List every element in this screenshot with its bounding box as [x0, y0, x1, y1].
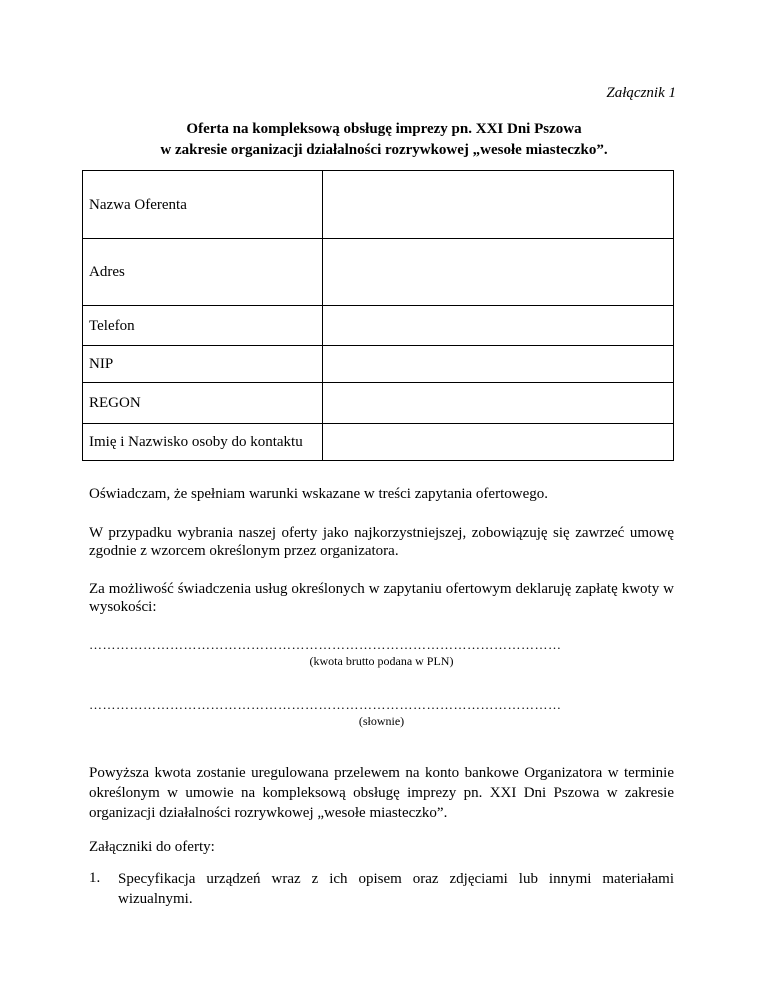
row-label-contact: Imię i Nazwisko osoby do kontaktu	[83, 424, 323, 461]
nip-field[interactable]	[323, 346, 674, 383]
table-row	[83, 383, 674, 424]
title-line-1: Oferta na kompleksową obsługę imprezy pn. XXI Dni Pszowa	[186, 121, 582, 137]
offeror-name-field[interactable]	[323, 171, 674, 239]
amount-words-input-line[interactable]: ……………………………………………………………………………………………	[89, 697, 562, 712]
declaration-paragraph: Oświadczam, że spełniam warunki wskazane w treści zapytania ofertowego.	[89, 486, 548, 502]
amount-input-line[interactable]: ……………………………………………………………………………………………	[89, 637, 562, 652]
attachments-heading: Załączniki do oferty:	[89, 839, 215, 855]
row-label-address: Adres	[83, 239, 323, 306]
payment-paragraph: Powyższa kwota zostanie uregulowana przelewem na konto bankowe Organizatora w terminie określonym w umowie na kompleksową obsługę imprezy pn. XXI Dni Pszowa w zakresie organizacji działalności rozrywkowej „wesołe miasteczko”.	[89, 765, 674, 821]
table-row	[83, 306, 674, 346]
list-item-text: Specyfikacja urządzeń wraz z ich opisem oraz zdjęciami lub innymi materiałami wizualnymi.	[118, 871, 674, 907]
amount-caption: (kwota brutto podana w PLN)	[309, 654, 454, 668]
phone-field[interactable]	[323, 306, 674, 346]
row-label-phone: Telefon	[83, 306, 323, 346]
title-line-2: w zakresie organizacji działalności rozrywkowej „wesołe miasteczko”.	[160, 142, 608, 158]
table-row	[83, 424, 674, 461]
attachment-label: Załącznik 1	[606, 85, 676, 101]
list-item-number: 1.	[89, 870, 101, 886]
document-title	[0, 119, 768, 161]
table-row	[83, 239, 674, 306]
offeror-form-table	[82, 170, 674, 461]
row-label-regon: REGON	[83, 383, 323, 424]
table-row	[83, 171, 674, 239]
row-label-nip: NIP	[83, 346, 323, 383]
contract-paragraph: W przypadku wybrania naszej oferty jako najkorzystniejszej, zobowiązuję się zawrzeć umowę zgodnie z wzorcem określonym przez organizatora.	[89, 525, 674, 559]
table-row	[83, 346, 674, 383]
row-label-name: Nazwa Oferenta	[83, 171, 323, 239]
amount-intro-paragraph: Za możliwość świadczenia usług określonych w zapytaniu ofertowym deklaruję zapłatę kwoty w wysokości:	[89, 581, 674, 615]
regon-field[interactable]	[323, 383, 674, 424]
address-field[interactable]	[323, 239, 674, 306]
amount-words-caption: (słownie)	[358, 714, 405, 728]
contact-person-field[interactable]	[323, 424, 674, 461]
